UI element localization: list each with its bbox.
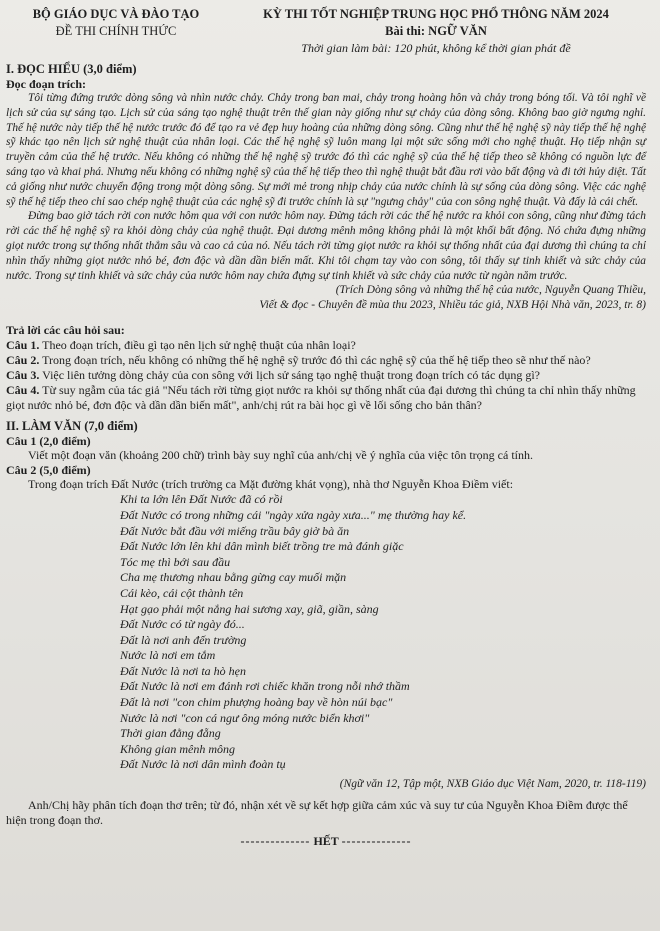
header-right	[226, 6, 646, 56]
poem-line: Đất Nước là nơi dân mình đoàn tụ	[120, 757, 286, 772]
poem-line: Không gian mênh mông	[120, 741, 235, 756]
end-mark	[6, 834, 646, 849]
poem-line: Đất Nước bắt đầu với miếng trầu bây giờ bà ăn	[120, 523, 350, 538]
poem-line: Hạt gạo phải một nắng hai sương xay, giã, giần, sàng	[120, 601, 379, 616]
part2-q2-label: Câu 2 (5,0 điểm)	[6, 463, 91, 478]
question-1-text: Theo đoạn trích, điều gì tạo nên lịch sử nghệ thuật của nhân loại?	[39, 338, 356, 353]
header-left	[6, 6, 226, 56]
poem-line: Cha mẹ thương nhau bằng gừng cay muối mặn	[120, 570, 347, 585]
part2-q1-label: Câu 1 (2,0 điểm)	[6, 434, 91, 449]
passage-citation-2: Viết & đọc - Chuyên đề mùa thu 2023, Nhiều tác giả, NXB Hội Nhà văn, 2023, tr. 8)	[259, 299, 646, 312]
question-4-text: Từ suy ngẫm của tác giả "Nếu tách rời từng giọt nước ra khỏi sự thống nhất của đại dương thì chúng ta chỉ nhìn thấy những giọt nước nhỏ bé, đơn độc và dần dần biến mất", anh/chị rút ra bài học gì về lối sống cho bản thân?	[6, 383, 636, 413]
poem-line: Thời gian đằng đẵng	[120, 726, 221, 741]
question-1-label: Câu 1.	[6, 338, 40, 353]
poem-line: Đất Nước là nơi em đánh rơi chiếc khăn trong nỗi nhớ thầm	[120, 679, 410, 694]
passage-paragraph-2: Đừng bao giờ tách rời con nước hôm qua với con nước hôm nay. Đừng tách rời các thế hệ nước ra khỏi con sông, cũng như đừng tách rời các thế hệ nghệ sỹ ra khỏi dòng chảy của nghệ thuật. Đại dương mênh mông không phải là một khối bất động. Nó chứa đựng những giọt nước trong sự thống nhất thẳm sâu và cao cả của nó. Nếu tách rời từng giọt nước ra khỏi sự thống nhất của đại dương thì chúng ta chỉ nhìn thấy những giọt nước nhỏ bé, đơn độc và dần dần biến mất. Khi tôi chạm tay vào con sông, tôi thấy sự tinh khiết và sức chảy của nước. Trong sự tinh khiết và sức chảy của nước hôm nay chứa đựng sự tinh khiết và sức chảy của nước từ ngàn năm trước.	[6, 210, 646, 282]
end-dash-left: --------------	[240, 834, 311, 849]
part1-title: I. ĐỌC HIỂU (3,0 điểm)	[6, 62, 137, 76]
poem-line: Đất Nước lớn lên khi dân mình biết trồng tre mà đánh giặc	[120, 539, 404, 554]
poem-citation: (Ngữ văn 12, Tập một, NXB Giáo dục Việt Nam, 2020, tr. 118-119)	[339, 778, 646, 791]
part2-title: II. LÀM VĂN (7,0 điểm)	[6, 419, 138, 434]
reading-passage	[6, 91, 646, 283]
question-4-label: Câu 4.	[6, 383, 40, 398]
passage-paragraph-1: Tôi từng đứng trước dòng sông và nhìn nước chảy. Chảy trong ban mai, chảy trong hoàng hôn và chảy trong bóng tối. Và tôi nghĩ về lịch sử của sự sáng tạo. Lịch sử của sáng tạo nghệ thuật trên thế gian này giống như sự chảy của dòng sông. Không bao giờ ngưng nghỉ. Thế hệ nước này tiếp thế hệ nước trước đó để tạo ra vẻ đẹp huy hoàng của những dòng sông. Cũng như thế hệ nghệ sỹ này tiếp thế hệ nghệ sỹ khác tạo nên lịch sử nghệ thuật của nhân loại. Các thế hệ nghệ sỹ luôn mang lại một sức sống mới cho nghệ thuật. Họ tiếp nhận sự truyền cảm của thế hệ trước. Nếu không có những thế hệ nghệ sỹ trước đó thì các nghệ sỹ của thế hệ tiếp theo sẽ không có nguồn lực để sáng tạo và khai phá. Nhưng nếu không có những nghệ sỹ của thế hệ tiếp theo thì nghệ thuật bắt đầu rơi vào bất động và đi tới hủy diệt. Tất cả giống như nước chuyển động trong một dòng sông. Sự mới mẻ trong nhịp chảy của nước chính là sự sống của dòng sông. Việc các nghệ sỹ thế hệ tiếp theo chỉ sao chép nghệ thuật của các nghệ sỹ đi trước chính là sự "ngưng chảy" của con sông nghệ thuật. Và đấy là cái chết.	[6, 92, 646, 208]
question-list	[6, 338, 646, 413]
poem-line: Cái kèo, cái cột thành tên	[120, 585, 244, 600]
question-3	[6, 368, 646, 383]
question-4	[6, 383, 646, 413]
part2-task: Anh/Chị hãy phân tích đoạn thơ trên; từ đó, nhận xét về sự kết hợp giữa cảm xúc và suy tư của Nguyễn Khoa Điềm được thể hiện trong đoạn thơ.	[6, 798, 628, 828]
poem-line: Đất Nước là nơi ta hò hẹn	[120, 663, 247, 678]
question-2-label: Câu 2.	[6, 353, 40, 368]
poem-line: Khi ta lớn lên Đất Nước đã có rồi	[120, 492, 283, 507]
exam-header	[6, 6, 646, 56]
official-label: ĐỀ THI CHÍNH THỨC	[55, 24, 177, 38]
read-label: Đọc đoạn trích:	[6, 77, 86, 91]
poem-line: Đất là nơi "con chim phượng hoàng bay về hòn núi bạc"	[120, 695, 393, 710]
poem-line: Đất Nước có từ ngày đó...	[120, 617, 245, 632]
poem-line: Đất là nơi anh đến trường	[120, 632, 247, 647]
question-2-text: Trong đoạn trích, nếu không có những thế hệ nghệ sỹ trước đó thì các nghệ sỹ của thế hệ tiếp theo sẽ như thế nào?	[39, 353, 591, 368]
questions-title: Trả lời các câu hỏi sau:	[6, 323, 125, 338]
question-1	[6, 338, 646, 353]
question-3-label: Câu 3.	[6, 368, 40, 383]
poem-line: Nước là nơi "con cá ngư ông móng nước biển khơi"	[120, 710, 370, 725]
question-2	[6, 353, 646, 368]
poem-line: Đất Nước có trong những cái "ngày xửa ngày xưa..." mẹ thường hay kể.	[120, 507, 467, 522]
part2-q1-text: Viết một đoạn văn (khoảng 200 chữ) trình bày suy nghĩ của anh/chị về ý nghĩa của việc tôn trọng cá tính.	[28, 448, 533, 463]
part2-q2-intro: Trong đoạn trích Đất Nước (trích trường ca Mặt đường khát vọng), nhà thơ Nguyễn Khoa Điềm viết:	[28, 477, 514, 492]
poem-excerpt	[120, 492, 646, 773]
exam-time: Thời gian làm bài: 120 phút, không kể thời gian phát đề	[301, 41, 571, 55]
exam-title: KỲ THI TỐT NGHIỆP TRUNG HỌC PHỔ THÔNG NĂM 2024	[263, 7, 609, 21]
end-label: HẾT	[313, 834, 339, 849]
exam-subject: Bài thi: NGỮ VĂN	[385, 24, 487, 38]
end-dash-right: --------------	[341, 834, 412, 849]
question-3-text: Việc liên tưởng dòng chảy của con sông với lịch sử sáng tạo nghệ thuật trong đoạn trích có tác dụng gì?	[39, 368, 540, 383]
poem-line: Tóc mẹ thì bới sau đầu	[120, 554, 231, 569]
ministry-name: BỘ GIÁO DỤC VÀ ĐÀO TẠO	[32, 7, 200, 21]
poem-line: Nước là nơi em tắm	[120, 648, 216, 663]
passage-citation-1: (Trích Dòng sông và những thế hệ của nước, Nguyễn Quang Thiều,	[335, 284, 646, 297]
